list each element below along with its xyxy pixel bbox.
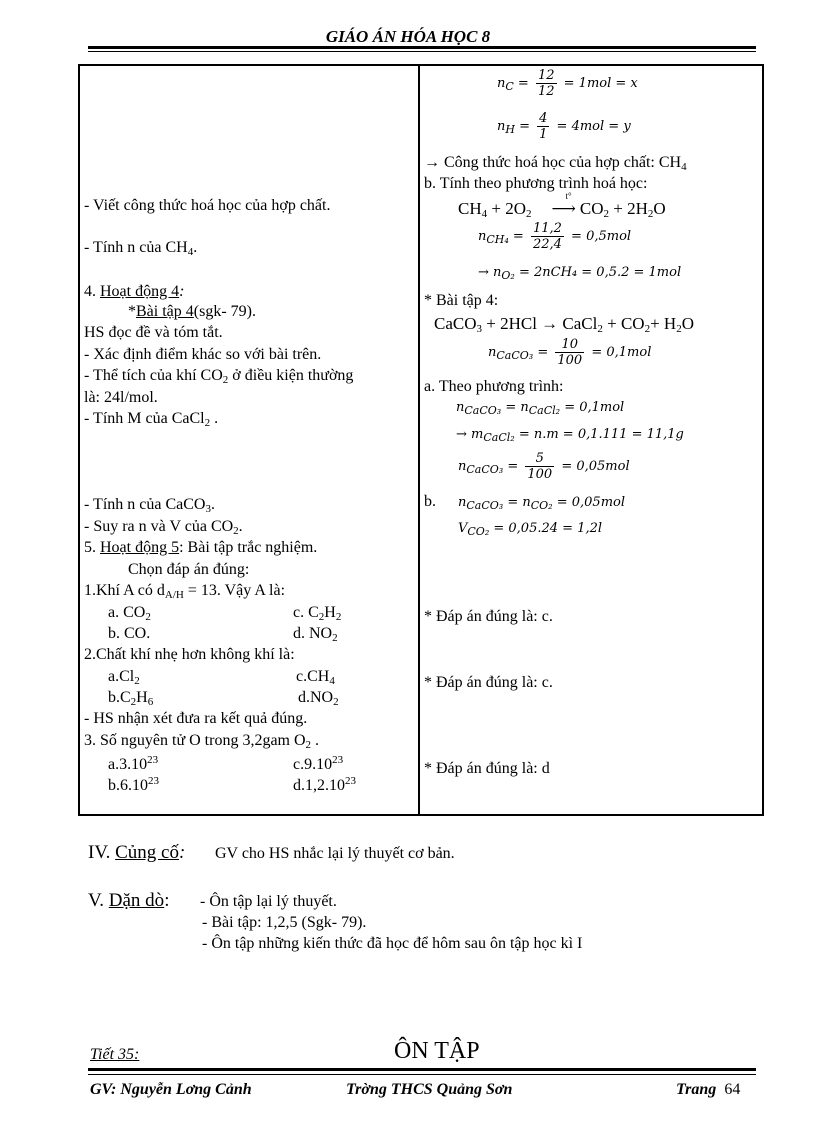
equation-caco3: CaCO$_3$ + 2HCl → CaCl$_2$ + $CO_2+ H_2O$ [434,314,694,335]
left-line-10: - HS nhận xét đưa ra kết quả đúng. [84,710,308,727]
q2-option-c: $c.CH_4$ [296,668,335,687]
q3-option-c: c.9.10$^{23}$ [293,754,344,773]
question-1: 1.Khí A có $d_{A/H} = 13$. Vậy A là: [84,582,286,601]
answer-1: * Đáp án đúng là: c. [424,608,553,625]
q2-option-a: $a.Cl_2$ [108,668,140,687]
left-line-3: HS đọc đề và tóm tắt. [84,324,223,341]
part-b-label: b. [424,493,436,510]
left-line-2: - Tính n của $CH_4$. [84,239,198,258]
left-line-7: - Tính M của CaCl$_2$ . [84,410,219,429]
footer-rule-thin [88,1074,756,1075]
left-line-6: là: 24l/mol. [84,389,158,406]
formula-nch4: $n_{CH_4}$ = $\frac{11,2}{22,4}$ = 0,5mol [478,221,632,252]
left-line-4: - Xác định điểm khác so với bài trên. [84,346,322,363]
column-divider [418,66,420,814]
header-rule-thick [88,46,756,49]
calc-by-equation: b. Tính theo phương trình hoá học: [424,175,648,192]
equation-combustion: $CH_4 + 2O_2$ t° ⟶ $CO_2 + 2H_2O$ [458,191,666,220]
by-equation-label: a. Theo phương trình: [424,378,564,395]
formula-nc: $n_C$ = $\frac{12}{12}$ = 1mol = x [497,68,638,99]
choose-answer: Chọn đáp án đúng: [128,561,250,578]
q3-option-a: a.3.10$^{23}$ [108,754,159,773]
homework-item-2: - Bài tập: 1,2,5 (Sgk- 79). [202,914,367,931]
question-2: 2.Chất khí nhẹ hơn không khí là: [84,646,295,663]
answer-3: * Đáp án đúng là: d [424,760,550,777]
footer-page: Trang 64 [676,1081,741,1098]
exercise-4-label: * Bài tập 4: [424,292,499,309]
formula-nh: $n_H$ = $\frac{4}{1}$ = 4mol = y [497,111,631,142]
footer-rule-thick [88,1068,756,1071]
q1-option-d: d. $NO_2$ [293,625,338,644]
left-line-1: - Viết công thức hoá học của hợp chất. [84,197,331,214]
footer-school: Trờng THCS Quảng Sơn [346,1081,513,1098]
homework-item-3: - Ôn tập những kiến thức đã học để hôm sau ôn tập học kì I [202,935,583,952]
next-lesson-label: Tiết 35: [90,1046,140,1063]
formula-no2: → $n_{O_2} = 2nCH_4 = 0,5.2 = 1mol$ [478,265,682,282]
homework-item-1: - Ôn tập lại lý thuyết. [200,893,337,910]
footer-teacher: GV: Nguyễn Lơng Cảnh [90,1081,252,1098]
activity-5-heading: 5. Hoạt động 5: Bài tập trắc nghiệm. [84,539,318,556]
answer-2: * Đáp án đúng là: c. [424,674,553,691]
formula-r5: $V_{CO_2} = 0,05.24 = 1,2l$ [458,521,603,538]
formula-r3: $n_{CaCO_3}$ = $\frac{5}{100}$ = 0,05mol [458,451,630,482]
next-lesson-title: ÔN TẬP [394,1038,480,1064]
section-iv-heading: IV. Củng cố: [88,842,186,863]
formula-r2: → $m_{CaCl_2} = n.m = 0,1.111 = 11,1g$ [456,427,684,444]
compound-formula-line: → Công thức hoá học của hợp chất: $CH_4$ [424,154,687,173]
q1-option-b: b. CO. [108,625,151,642]
question-3: 3. Số nguyên tử O trong 3,2gam $O_2$ . [84,732,320,751]
activity-4-heading: 4. Hoạt động 4: [84,283,185,300]
formula-r1: $n_{CaCO_3} = n_{CaCl_2} = 0,1mol$ [456,400,625,417]
q1-option-c: c. $C_2H_2$ [293,604,342,623]
exercise-4-heading: *Bài tập 4(sgk- 79). [128,303,256,320]
left-line-9: - Suy ra n và V của $CO_2$. [84,518,243,537]
header-rule-thin [88,51,756,52]
q2-option-b: $b.C_2H_6$ [108,689,154,708]
formula-r4: $n_{CaCO_3} = n_{CO_2} = 0,05mol$ [458,495,626,512]
formula-ncaco3: $n_{CaCO_3}$ = $\frac{10}{100}$ = 0,1mol [488,337,652,368]
q3-option-d: d.1,2.10$^{23}$ [293,775,356,794]
q2-option-d: $d.NO_2$ [298,689,339,708]
q1-option-a: a. $CO_2$ [108,604,151,623]
section-iv-text: GV cho HS nhắc lại lý thuyết cơ bản. [215,845,455,862]
section-v-heading: V. Dặn dò: [88,890,170,911]
left-line-5: - Thể tích của khí $CO_2$ ở điều kiện thường [84,367,354,386]
page-header-title: GIÁO ÁN HÓA HỌC 8 [325,27,491,46]
left-line-8: - Tính n của CaCO$_3$. [84,496,215,515]
q3-option-b: b.6.10$^{23}$ [108,775,159,794]
